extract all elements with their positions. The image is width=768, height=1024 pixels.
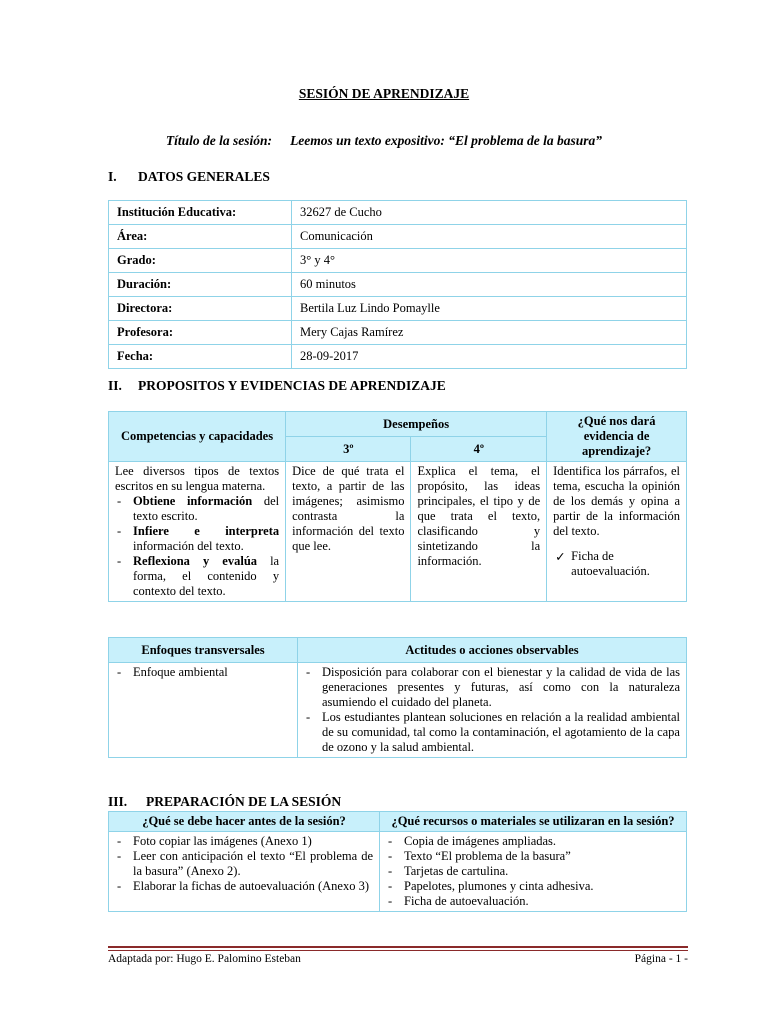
table-row bbox=[109, 225, 687, 249]
section-title: PROPOSITOS Y EVIDENCIAS DE APRENDIZAJE bbox=[138, 378, 446, 393]
list-item bbox=[115, 554, 279, 599]
competency-text: Lee diversos tipos de textos escritos en su lengua materna. bbox=[115, 464, 280, 493]
field-label: Directora: bbox=[109, 297, 292, 321]
materials-cell bbox=[380, 832, 687, 912]
field-value: 60 minutos bbox=[292, 273, 687, 297]
list-item: - Texto “El problema de la basura” bbox=[386, 849, 680, 864]
section-heading-purposes bbox=[108, 378, 446, 394]
footer-author: Adaptada por: Hugo E. Palomino Esteban bbox=[108, 953, 301, 965]
field-value: 32627 de Cucho bbox=[292, 201, 687, 225]
capacity-bold: Infiere e interpreta bbox=[133, 524, 280, 538]
field-value: Mery Cajas Ramírez bbox=[292, 321, 687, 345]
list-item: - Ficha de autoevaluación. bbox=[386, 894, 680, 909]
list-item bbox=[115, 524, 279, 554]
grade-4-performance: Explica el tema, el propósito, las ideas principales, el tipo y de que trata el texto, clasificando y sintetizando la información. bbox=[411, 462, 547, 602]
field-label: Fecha: bbox=[109, 345, 292, 369]
list-item: - Leer con anticipación el texto “El problema de la basura” (Anexo 2). bbox=[115, 849, 373, 879]
list-item: - Papelotes, plumones y cinta adhesiva. bbox=[386, 879, 680, 894]
checkmark-icon: ✓ bbox=[555, 550, 566, 564]
table-row bbox=[109, 273, 687, 297]
session-label: Título de la sesión: bbox=[165, 133, 273, 148]
field-value: Bertila Luz Lindo Pomaylle bbox=[292, 297, 687, 321]
capacity-rest: información del texto. bbox=[133, 539, 244, 553]
header-before: ¿Qué se debe hacer antes de la sesión? bbox=[109, 812, 380, 832]
list-item: - Foto copiar las imágenes (Anexo 1) bbox=[115, 834, 373, 849]
general-data-table bbox=[108, 200, 687, 369]
capacity-rest: la forma, el contenido y contexto del texto. bbox=[133, 554, 280, 598]
header-enfoques: Enfoques transversales bbox=[109, 638, 298, 663]
field-value: Comunicación bbox=[292, 225, 687, 249]
competencias-cell bbox=[109, 462, 286, 602]
grade-3-performance: Dice de qué trata el texto, a partir de las imágenes; asimismo contrasta la información del texto que lee. bbox=[286, 462, 411, 602]
list-item: - Copia de imágenes ampliadas. bbox=[386, 834, 680, 849]
list-item bbox=[115, 494, 279, 524]
capacity-bold: Obtiene información bbox=[133, 494, 253, 508]
field-label: Profesora: bbox=[109, 321, 292, 345]
table-row bbox=[109, 297, 687, 321]
header-desempenos: Desempeños bbox=[286, 412, 547, 437]
document-title: SESIÓN DE APRENDIZAJE bbox=[298, 86, 470, 101]
header-actitudes: Actitudes o acciones observables bbox=[298, 638, 687, 663]
page-number: Página - 1 - bbox=[634, 953, 688, 965]
enfoque-cell bbox=[109, 663, 298, 758]
table-row bbox=[109, 201, 687, 225]
field-label: Duración: bbox=[109, 273, 292, 297]
list-item: - Enfoque ambiental bbox=[115, 665, 291, 680]
footer-divider bbox=[108, 946, 688, 948]
preparation-table bbox=[108, 811, 687, 912]
section-number: I. bbox=[108, 169, 117, 184]
actitudes-cell bbox=[298, 663, 687, 758]
field-label: Área: bbox=[109, 225, 292, 249]
field-label: Institución Educativa: bbox=[109, 201, 292, 225]
header-evidencia: ¿Qué nos dará evidencia de aprendizaje? bbox=[547, 412, 687, 462]
capacity-bold: Reflexiona y evalúa bbox=[133, 554, 258, 568]
capacity-rest: del texto escrito. bbox=[133, 494, 280, 523]
evidence-item-text: Ficha de autoevaluación. bbox=[571, 549, 650, 578]
session-title bbox=[0, 133, 768, 149]
before-cell bbox=[109, 832, 380, 912]
section-number: II. bbox=[108, 378, 122, 393]
field-value: 28-09-2017 bbox=[292, 345, 687, 369]
header-grade-4: 4º bbox=[411, 437, 547, 462]
section-number: III. bbox=[108, 794, 128, 809]
field-value: 3° y 4° bbox=[292, 249, 687, 273]
purposes-table bbox=[108, 411, 687, 602]
section-title: PREPARACIÓN DE LA SESIÓN bbox=[146, 794, 342, 809]
table-row bbox=[109, 345, 687, 369]
session-name: Leemos un texto expositivo: “El problema de la basura” bbox=[290, 133, 603, 148]
list-item: - Tarjetas de cartulina. bbox=[386, 864, 680, 879]
header-grade-3: 3º bbox=[286, 437, 411, 462]
evidence-text: Identifica los párrafos, el tema, escucha la opinión de los demás y opina a partir de la información del texto. bbox=[553, 464, 680, 538]
list-item: - Disposición para colaborar con el bienestar y la calidad de vida de las generaciones presentes y futuras, así como con la naturaleza asumiendo el cuidado del planeta. bbox=[304, 665, 680, 710]
list-item: - Elaborar la fichas de autoevaluación (Anexo 3) bbox=[115, 879, 373, 894]
section-heading-preparation bbox=[108, 794, 341, 810]
field-label: Grado: bbox=[109, 249, 292, 273]
list-item: - Los estudiantes plantean soluciones en relación a la realidad ambiental de su comunidad, tal como la contaminación, el agotamiento de la capa de ozono y la salud ambiental. bbox=[304, 710, 680, 755]
enfoques-table bbox=[108, 637, 687, 758]
section-heading-general bbox=[108, 169, 270, 185]
footer-divider-thin bbox=[108, 950, 688, 951]
evidence-item bbox=[553, 549, 680, 579]
page-footer bbox=[108, 953, 688, 965]
header-competencias: Competencias y capacidades bbox=[109, 412, 286, 462]
evidence-cell bbox=[547, 462, 687, 602]
table-row bbox=[109, 321, 687, 345]
table-row bbox=[109, 249, 687, 273]
section-title: DATOS GENERALES bbox=[138, 169, 270, 184]
header-materials: ¿Qué recursos o materiales se utilizaran en la sesión? bbox=[380, 812, 687, 832]
